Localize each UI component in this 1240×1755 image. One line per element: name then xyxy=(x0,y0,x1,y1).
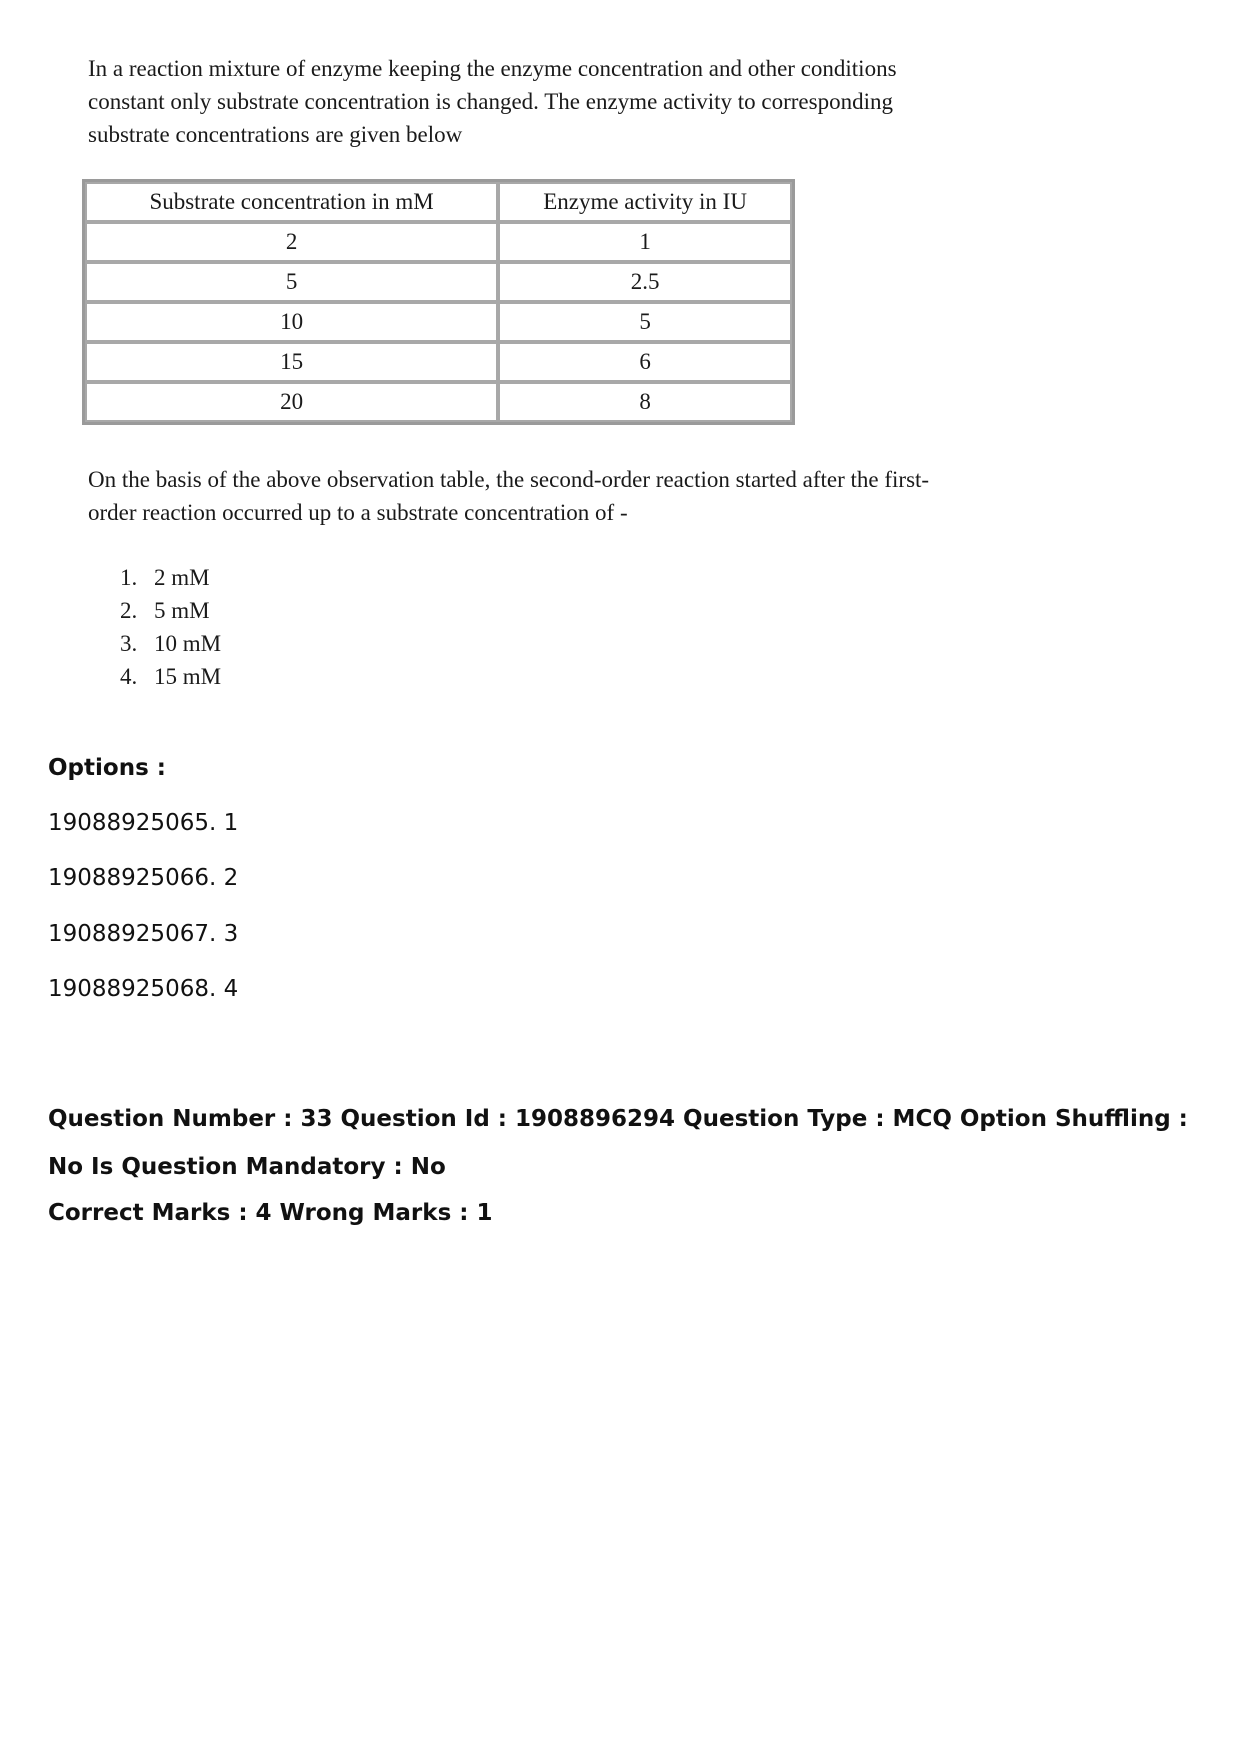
question-info: Question Number : 33 Question Id : 1908896294 Question Type : MCQ Option Shuffling : No Is Question Mandatory : No xyxy=(48,1106,1188,1180)
table-cell: 2.5 xyxy=(498,262,792,302)
choice-number: 1. xyxy=(120,565,138,590)
list-item xyxy=(120,660,960,693)
question-choices xyxy=(80,561,960,693)
choice-number: 2. xyxy=(120,598,138,623)
choice-text: 10 mM xyxy=(154,631,222,656)
choice-number: 3. xyxy=(120,631,138,656)
table-row xyxy=(85,222,792,262)
observation-table xyxy=(82,179,795,425)
option-item: 19088925068. 4 xyxy=(48,976,239,1002)
table-cell: 5 xyxy=(498,302,792,342)
table-cell: 15 xyxy=(85,342,498,382)
table-row xyxy=(85,382,792,422)
table-header-activity: Enzyme activity in IU xyxy=(498,182,792,222)
table-header-substrate: Substrate concentration in mM xyxy=(85,182,498,222)
choice-number: 4. xyxy=(120,664,138,689)
question-text: On the basis of the above observation table, the second-order reaction started after the first-order reaction occurred up to a substrate concentration of - xyxy=(88,467,930,525)
question-intro-text: In a reaction mixture of enzyme keeping the enzyme concentration and other conditions constant only substrate concentration is changed. The enzyme activity to corresponding substrate concentrations are given below xyxy=(88,56,897,147)
option-item: 19088925067. 3 xyxy=(48,921,239,947)
question-image xyxy=(80,40,960,693)
list-item xyxy=(120,627,960,660)
table-cell: 2 xyxy=(85,222,498,262)
list-item xyxy=(120,594,960,627)
table-cell: 20 xyxy=(85,382,498,422)
table-row xyxy=(85,262,792,302)
options-heading: Options : xyxy=(48,755,166,781)
list-item xyxy=(120,561,960,594)
table-cell: 6 xyxy=(498,342,792,382)
table-row xyxy=(85,302,792,342)
marks-info: Correct Marks : 4 Wrong Marks : 1 xyxy=(48,1200,493,1226)
table-cell: 8 xyxy=(498,382,792,422)
choice-text: 15 mM xyxy=(154,664,222,689)
table-row xyxy=(85,342,792,382)
table-cell: 10 xyxy=(85,302,498,342)
table-cell: 1 xyxy=(498,222,792,262)
choice-text: 2 mM xyxy=(154,565,210,590)
choice-text: 5 mM xyxy=(154,598,210,623)
table-cell: 5 xyxy=(85,262,498,302)
option-item: 19088925065. 1 xyxy=(48,810,239,836)
option-item: 19088925066. 2 xyxy=(48,865,239,891)
table-header-row xyxy=(85,182,792,222)
